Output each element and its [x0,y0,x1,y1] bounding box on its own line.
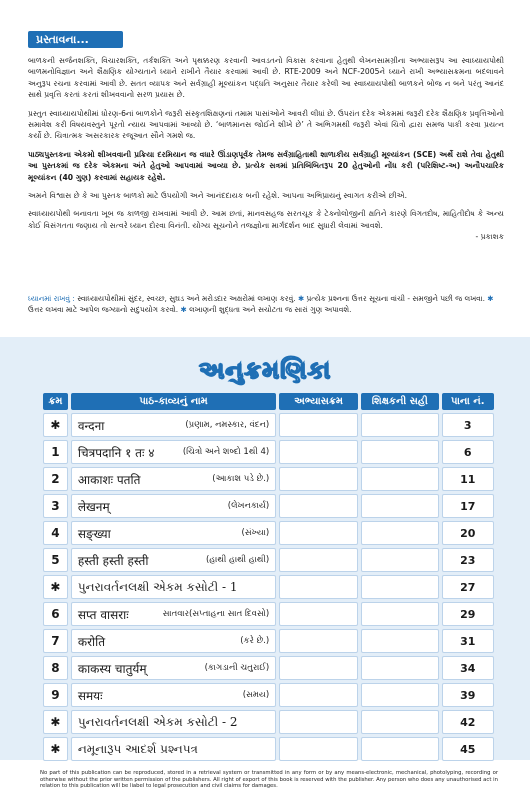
row-lesson [71,467,276,491]
note-label: ધ્યાનમાં રાખવું : [28,294,75,303]
lesson-title: सङ्ख्या [77,526,111,541]
syllabus-cell[interactable] [279,629,358,653]
syllabus-cell[interactable] [279,467,358,491]
signature-cell[interactable] [361,602,438,626]
toc-title: અનુક્રમણિકા [198,355,332,384]
syllabus-cell[interactable] [279,602,358,626]
row-lesson [71,629,276,653]
syllabus-cell[interactable] [279,413,358,437]
syllabus-cell[interactable] [279,656,358,680]
lesson-title: लेखनम् [77,499,110,514]
col-header-lesson: પાઠ-કાવ્યનું નામ [71,393,276,410]
lesson-title: समयः [77,688,103,703]
row-lesson [71,602,276,626]
table-row [43,413,494,437]
lesson-subtitle: (સંખ્યા) [241,527,270,538]
signature-cell[interactable] [361,548,438,572]
syllabus-cell[interactable] [279,440,358,464]
lesson-title: काकस्य चातुर्यम् [77,661,147,676]
page-number: 17 [442,494,495,518]
syllabus-cell[interactable] [279,521,358,545]
row-number: 8 [43,656,68,680]
row-number: 1 [43,440,68,464]
row-lesson [71,683,276,707]
page-number: 45 [442,737,495,761]
intro-paragraph-1: બાળકની સર્જનશક્તિ, વિચારશક્તિ, તર્કશક્તિ અને પૃથક્કરણ કરવાની આવડતનો વિકાસ કરવાના હેતુથી લેખનસામગ્રીના અભ્યાસરૂપ આ સ્વાધ્યાયપોથી બાળમનોવિજ્ઞાન અને શૈક્ષણિક યોગ્યતાને ધ્યાને રાખીને તૈયાર કરવામાં આવી છે. RTE-2009 અને NCF-2005ને ધ્યાને રાખી અભ્યાસક્રમના બદલાવને અનુરૂપ રચના કરવામાં આવી છે. સતત વ્યાપક અને સર્વગ્રાહી મૂલ્યાંકન પદ્ધતિ અનુસાર તૈયાર કરેલી આ સ્વાધ્યાયપોથી બાળકને બોજ ન બને પરંતુ આનંદ સાથે પ્રવૃત્તિ કરતાં કરતાં શીખવવાનો સરળ પ્રયાસ છે. [28,56,504,100]
lesson-subtitle: (લેખનકાર્ય) [227,500,270,511]
table-row [43,494,494,518]
lesson-title: નમૂનારૂપ આદર્શ પ્રશ્નપત્ર [77,741,198,756]
note-item: લખાણની શુદ્ધતા અને સચોટતા જ સારાં ગુણ અપાવશે. [189,305,352,315]
lesson-title: પુનરાવર્તનલક્ષી એકમ કસોટી - 1 [77,579,238,594]
lesson-subtitle: (ચિત્રો અને શબ્દો 1થી 4) [182,446,270,457]
row-lesson [71,413,276,437]
row-number: 2 [43,467,68,491]
lesson-subtitle: (સમય) [242,689,270,700]
signature-cell[interactable] [361,656,438,680]
row-number: 9 [43,683,68,707]
signature-cell[interactable] [361,710,438,734]
signature-cell[interactable] [361,440,438,464]
row-lesson [71,521,276,545]
page-number: 42 [442,710,495,734]
star-icon: ✱ [487,294,494,303]
table-row [43,683,494,707]
lesson-subtitle: (કરે છે.) [240,635,270,646]
page-number: 34 [442,656,495,680]
syllabus-cell[interactable] [279,494,358,518]
toc-body [43,413,494,761]
row-number: 4 [43,521,68,545]
row-number: 5 [43,548,68,572]
row-number: ✱ [43,575,68,599]
row-lesson [71,548,276,572]
row-lesson [71,575,276,599]
table-row [43,575,494,599]
table-row [43,710,494,734]
publisher-signoff: - પ્રકાશક [475,232,504,242]
signature-cell[interactable] [361,467,438,491]
lesson-subtitle: (હાથી હાથી હાથી) [205,554,270,565]
intro-paragraph-4: અમને વિશ્વાસ છે કે આ પુસ્તક બાળકો માટે ઉપયોગી અને આનંદદાયક બની રહેશે. આપના અભિપ્રાયનું સ્વાગત કરીએ છીએ. [28,191,408,201]
col-header-page: પાના નં. [442,393,495,410]
note-item: સ્વાધ્યાયપોથીમાં સુંદર, સ્વચ્છ, સુઘડ અને મરોડદાર અક્ષરોમાં લખાણ કરવું. [77,294,296,303]
page-number: 27 [442,575,495,599]
copyright-notice: No part of this publication can be reproduced, stored in a retrieval system or transmitted in any form or by any means-electronic, mechanical, photolyping, recording or otherwise without the prior written permission of the publishers. All right of export of this book is reserved with the publisher. Any person who does any unauthorised act in relation to this publication will be liabel to legal prosecution and civil claims for damages. [40,770,498,790]
lesson-title: करोति [77,634,106,649]
row-lesson [71,710,276,734]
signature-cell[interactable] [361,683,438,707]
intro-heading: પ્રસ્તાવના... [28,31,123,48]
intro-paragraph-3: પાઠ્યપુસ્તકના એકમો શીખવવાની પ્રક્રિયા દરમિયાન જ વધારે ઊંડાણપૂર્વક તેમજ સર્વગ્રાહિતાથી શાળાકીય સર્વગ્રાહી મૂલ્યાંકન (SCE) અર્થે રાશે તેવા હેતુથી આ પુસ્તકમાં જ દરેક એકમના અંતે હેતુઓ આપવામાં આવ્યા છે. પ્રત્યેક સત્રમાં પ્રતિબિંબિતરૂપ 20 હેતુઓની નોંધ કરી (પરિશિષ્ટ-અ) અનૌપચારિક મૂલ્યાંકન (40 ગુણ) કરવામાં સહાયક રહેશે. [28,149,504,182]
note-item: પ્રત્યેક પ્રશ્નના ઉત્તર સૂચના વાંચી - સમજીને પછી જ લખવા. [306,294,485,303]
star-icon: ✱ [297,294,305,303]
row-number: ✱ [43,737,68,761]
row-number: 3 [43,494,68,518]
lesson-subtitle: સાતવાર(સપ્તાહના સાત દિવસો) [162,608,270,619]
star-icon: ✱ [180,305,187,315]
signature-cell[interactable] [361,494,438,518]
col-header-num: ક્રમ [43,393,68,410]
table-row [43,629,494,653]
table-row [43,737,494,761]
row-number: 6 [43,602,68,626]
page-number: 20 [442,521,495,545]
page-number: 3 [442,413,495,437]
row-lesson [71,494,276,518]
signature-cell[interactable] [361,629,438,653]
table-row [43,548,494,572]
page-number: 39 [442,683,495,707]
col-header-syllabus: અભ્યાસક્રમ [279,393,358,410]
table-row [43,521,494,545]
syllabus-cell[interactable] [279,575,358,599]
lesson-subtitle: (કાગડાની ચતુરાઈ) [204,662,270,673]
col-header-signature: શિક્ષકની સહી [361,393,438,410]
row-number: 7 [43,629,68,653]
table-row [43,656,494,680]
lesson-title: हस्ती हस्ती हस्ती [77,553,149,568]
signature-cell[interactable] [361,521,438,545]
page-number: 23 [442,548,495,572]
page-number: 6 [442,440,495,464]
lesson-title: आकाशः पतति [77,472,141,487]
lesson-title: પુનરાવર્તનલક્ષી એકમ કસોટી - 2 [77,714,238,729]
syllabus-cell[interactable] [279,548,358,572]
lesson-title: वन्दना [77,418,105,433]
signature-cell[interactable] [361,575,438,599]
row-number: ✱ [43,710,68,734]
toc-header-row [43,393,494,410]
page-number: 29 [442,602,495,626]
syllabus-cell[interactable] [279,683,358,707]
note-item: ઉત્તર લખવા માટે આપેલ જગ્યાનો સદુપયોગ કરવો. [28,305,179,315]
signature-cell[interactable] [361,413,438,437]
lesson-title: सप्त वासराः [77,607,129,622]
row-number: ✱ [43,413,68,437]
page-number: 31 [442,629,495,653]
lesson-subtitle: (પ્રણામ, નમસ્કાર, વંદન) [185,419,270,430]
toc-table [40,390,497,764]
page-number: 11 [442,467,495,491]
signature-cell[interactable] [361,737,438,761]
lesson-subtitle: (આકાશ પડે છે.) [212,473,270,484]
lesson-title: चित्रपदानि १ तः ४ [77,445,155,460]
intro-text [28,55,504,250]
row-lesson [71,656,276,680]
table-row [43,467,494,491]
intro-paragraph-5 [28,208,504,242]
table-row [43,440,494,464]
syllabus-cell[interactable] [279,710,358,734]
intro-paragraph-2: પ્રસ્તુત સ્વાધ્યાયપોથીમાં ધોરણ-6નાં બાળકોને જરૂરી સંસ્કૃતશિક્ષણનાં તમામ પાસાંઓને આવરી લીધાં છે. ઉપરાંત દરેક એકમમાં જરૂરી દરેક શૈક્ષણિક પ્રવૃત્તિઓનો સમાવેશ કરી વિષયવસ્તુને પૂરતો ન્યાય આપવામાં આવ્યો છે. ‘બાળમાનસ જોઈને શીખે છે’ તે અભિગમથી જરૂરી એવાં ચિત્રો દ્વારા સમજ પાકી કરવા પ્રયત્ન કર્યો છે. ચિત્રાત્મક અસરકારક રજૂઆત સૌને ગમશે જ. [28,108,504,141]
syllabus-cell[interactable] [279,737,358,761]
intro-paragraph-5-text: સ્વાધ્યાયપોથી બનાવતા ખૂબ જ કાળજી રાખવામાં આવી છે. આમ છતાં, માનવસહજ સરતચૂક કે ટેક્નોલોજીની ક્ષતિને કારણે વિગતદોષ, માહિતીદોષ કે અન્ય કોઈ વિસંગતતા જણાય તો સત્વરે ધ્યાન દોરવા વિનંતી. યોગ્ય સૂચનોને તજજ્ઞોના માર્ગદર્શન બાદ સુધારી લેવામાં આવશે. [28,209,504,230]
row-lesson [71,737,276,761]
note-block [28,293,504,316]
table-row [43,602,494,626]
row-lesson [71,440,276,464]
